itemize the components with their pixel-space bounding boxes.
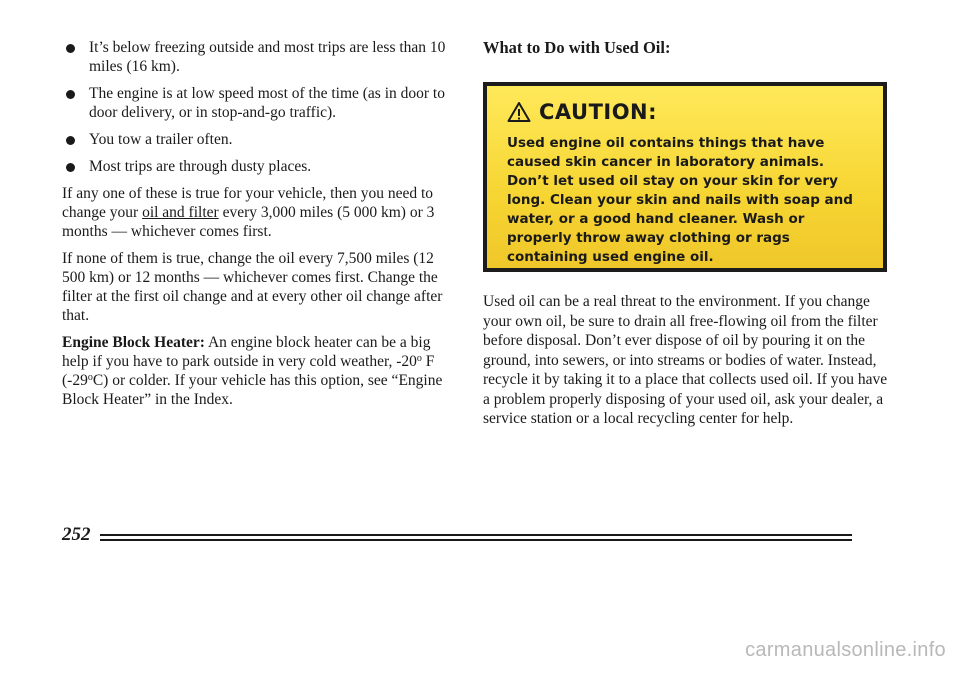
oil-and-filter-link[interactable]: oil and filter bbox=[142, 204, 219, 221]
list-item bbox=[62, 130, 454, 149]
bullet-icon bbox=[66, 136, 75, 145]
used-oil-paragraph: Used oil can be a real threat to the environment. If you change your own oil, be sure to drain all free-flowing oil from the filter before disposal. Don’t ever dispose of oil by pouring it on the ground, into sewers, or into streams or bodies of water. Instead, recycle it by taking it to a place that collects used oil. If you have a problem properly disposing of your used oil, ask your dealer, a service station or a local recycling center for help. bbox=[483, 293, 888, 427]
paragraph-text: If any one of these is true for your vehicle, then you need to change your bbox=[62, 185, 434, 221]
list-item bbox=[62, 157, 454, 176]
list-item-text: Most trips are through dusty places. bbox=[89, 158, 312, 175]
caution-header bbox=[507, 100, 863, 124]
paragraph-text: An engine block heater can be a big help if you have to park outside in very cold weather, -20 bbox=[62, 334, 431, 370]
bullet-icon bbox=[66, 90, 75, 99]
section-title: What to Do with Used Oil: bbox=[483, 38, 671, 57]
normal-interval-paragraph: If none of them is true, change the oil every 7,500 miles (12 500 km) or 12 months — whichever comes first. Change the filter at the first oil change and at every other oil change after that. bbox=[62, 250, 443, 324]
warning-triangle-icon bbox=[507, 101, 531, 123]
caution-title: CAUTION: bbox=[539, 100, 658, 124]
page-number: 252 bbox=[62, 524, 91, 545]
conditions-list bbox=[62, 38, 454, 176]
caution-text: Used engine oil contains things that have caused skin cancer in laboratory animals. Don’t let used oil stay on your skin for very long. Clean your skin and nails with soap and water, or a good hand cleaner. Wash or properly throw away clothing or rags containing used engine oil. bbox=[507, 135, 853, 265]
bullet-icon bbox=[66, 163, 75, 172]
degree-mark: o bbox=[87, 372, 93, 383]
caution-box bbox=[483, 82, 887, 272]
list-item-text: It’s below freezing outside and most trips are less than 10 miles (16 km). bbox=[89, 39, 446, 75]
paragraph-text: every 3,000 miles (5 000 km) or 3 months — whichever comes first. bbox=[62, 204, 435, 240]
engine-block-heater-paragraph bbox=[62, 333, 454, 409]
watermark: carmanualsonline.info bbox=[745, 639, 946, 661]
list-item bbox=[62, 38, 454, 76]
right-column bbox=[483, 38, 888, 444]
list-item-text: You tow a trailer often. bbox=[89, 131, 233, 148]
left-column bbox=[62, 38, 454, 417]
paragraph-text: C) or colder. If your vehicle has this option, see “Engine Block Heater” in the Index. bbox=[62, 372, 443, 408]
oil-change-interval-paragraph bbox=[62, 184, 454, 241]
footer-rule bbox=[100, 534, 852, 542]
list-item bbox=[62, 84, 454, 122]
paragraph-text: F (-29 bbox=[62, 353, 435, 389]
rule-line bbox=[100, 539, 852, 541]
rule-line bbox=[100, 534, 852, 536]
list-item-text: The engine is at low speed most of the time (as in door to door delivery, or in stop-and-go traffic). bbox=[89, 85, 445, 121]
degree-mark: o bbox=[416, 353, 422, 364]
engine-block-heater-heading: Engine Block Heater: bbox=[62, 334, 205, 351]
bullet-icon bbox=[66, 44, 75, 53]
